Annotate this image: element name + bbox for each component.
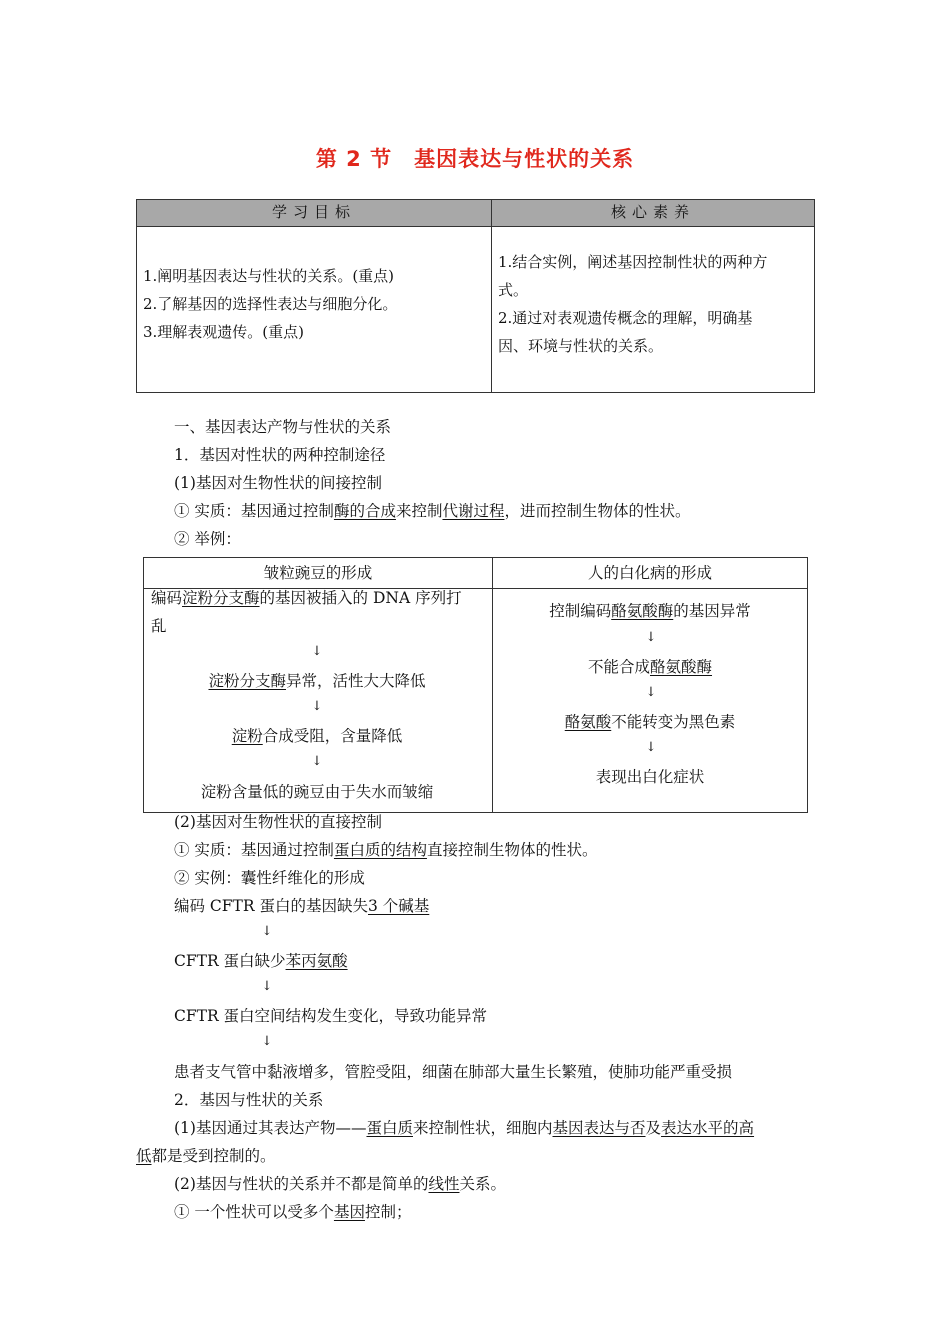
albinism-step-1: 控制编码酪氨酸酶的基因异常 bbox=[549, 602, 751, 620]
answer-blank: 酪氨酸 bbox=[564, 713, 612, 731]
learning-goal: 1.阐明基因表达与性状的关系。(重点) bbox=[143, 267, 395, 285]
answer-blank: 代谢过程 bbox=[442, 502, 505, 520]
answer-blank: 苯丙氨酸 bbox=[285, 952, 348, 970]
down-arrow-icon: ↓ bbox=[645, 685, 657, 700]
answer-blank: 低 bbox=[136, 1147, 152, 1165]
answer-blank: 蛋白质 bbox=[366, 1119, 413, 1137]
answer-blank: 基因 bbox=[333, 1203, 365, 1221]
essence-indirect: ① 实质：基因通过控制酶的合成来控制代谢过程，进而控制生物体的性状。 bbox=[174, 502, 691, 520]
subsection-heading: (1)基因对生物性状的间接控制 bbox=[174, 474, 382, 492]
literacy-line: 因、环境与性状的关系。 bbox=[498, 337, 664, 355]
core-literacy-list bbox=[498, 248, 808, 360]
answer-blank: 淀粉分支酶 bbox=[208, 672, 286, 690]
literacy-line: 1.结合实例，阐述基因控制性状的两种方 bbox=[498, 253, 768, 271]
wrinkled-pea-header: 皱粒豌豆的形成 bbox=[263, 564, 373, 582]
subsection-heading: 2．基因与性状的关系 bbox=[174, 1091, 324, 1109]
down-arrow-icon: ↓ bbox=[261, 979, 273, 994]
learning-goals-list bbox=[143, 262, 397, 346]
cf-step-4: 患者支气管中黏液增多，管腔受阻，细菌在肺部大量生长繁殖，使肺功能严重受损 bbox=[174, 1063, 733, 1081]
cf-step-1: 编码 CFTR 蛋白的基因缺失3 个碱基 bbox=[174, 897, 430, 915]
paragraph-2: (2)基因与性状的关系并不都是简单的线性关系。 bbox=[174, 1175, 506, 1193]
down-arrow-icon: ↓ bbox=[311, 754, 323, 769]
answer-blank: 酪氨酸酶 bbox=[611, 602, 674, 620]
answer-blank: 酶的合成 bbox=[333, 502, 396, 520]
down-arrow-icon: ↓ bbox=[645, 630, 657, 645]
answer-blank: 线性 bbox=[428, 1175, 460, 1193]
section-heading: 一、基因表达产物与性状的关系 bbox=[174, 418, 392, 436]
paragraph-3: ① 一个性状可以受多个基因控制； bbox=[174, 1203, 412, 1221]
answer-blank: 蛋白质的结构 bbox=[333, 841, 427, 859]
albinism-step-4: 表现出白化症状 bbox=[595, 768, 705, 786]
learning-goals-header: 学习目标 bbox=[137, 200, 492, 227]
down-arrow-icon: ↓ bbox=[645, 740, 657, 755]
paragraph-1: (1)基因通过其表达产物——蛋白质来控制性状，细胞内基因表达与否及表达水平的高 bbox=[174, 1119, 755, 1137]
literacy-line: 式。 bbox=[498, 281, 529, 299]
subsection-heading: 1．基因对性状的两种控制途径 bbox=[174, 446, 386, 464]
section-title: 基因表达与性状的关系 bbox=[414, 147, 635, 171]
down-arrow-icon: ↓ bbox=[311, 644, 323, 659]
down-arrow-icon: ↓ bbox=[261, 924, 273, 939]
section-number: 第 2 节 bbox=[315, 147, 393, 171]
pea-step-2: 淀粉分支酶异常，活性大大降低 bbox=[208, 672, 426, 690]
essence-direct: ① 实质：基因通过控制蛋白质的结构直接控制生物体的性状。 bbox=[174, 841, 598, 859]
example-label: ② 举例： bbox=[174, 530, 241, 548]
down-arrow-icon: ↓ bbox=[261, 1034, 273, 1049]
pea-step-4: 淀粉含量低的豌豆由于失水而皱缩 bbox=[200, 783, 434, 801]
learning-goal: 3.理解表观遗传。(重点) bbox=[143, 323, 305, 341]
paragraph-1-cont: 低都是受到控制的。 bbox=[136, 1147, 276, 1165]
answer-blank: 淀粉分支酶 bbox=[182, 589, 260, 607]
answer-blank: 表达水平的高 bbox=[661, 1119, 755, 1137]
albinism-step-3: 酪氨酸不能转变为黑色素 bbox=[564, 713, 736, 731]
learning-goal: 2.了解基因的选择性表达与细胞分化。 bbox=[143, 295, 398, 313]
cf-step-3: CFTR 蛋白空间结构发生变化，导致功能异常 bbox=[174, 1007, 488, 1025]
subsection-heading: (2)基因对生物性状的直接控制 bbox=[174, 813, 382, 831]
core-literacy-header: 核心素养 bbox=[492, 200, 814, 227]
pea-step-3: 淀粉合成受阻，含量降低 bbox=[231, 727, 403, 745]
example-label: ② 实例：囊性纤维化的形成 bbox=[174, 869, 365, 887]
answer-blank: 3 个碱基 bbox=[367, 897, 430, 915]
cf-step-2: CFTR 蛋白缺少苯丙氨酸 bbox=[174, 952, 348, 970]
page-title bbox=[0, 143, 950, 173]
albinism-step-2: 不能合成酪氨酸酶 bbox=[587, 658, 713, 676]
answer-blank: 淀粉 bbox=[231, 727, 263, 745]
answer-blank: 酪氨酸酶 bbox=[650, 658, 713, 676]
pea-step-1: 编码淀粉分支酶的基因被插入的 DNA 序列打 bbox=[151, 589, 462, 607]
table-divider bbox=[491, 227, 492, 392]
literacy-line: 2.通过对表观遗传概念的理解，明确基 bbox=[498, 309, 753, 327]
albinism-header: 人的白化病的形成 bbox=[587, 564, 712, 582]
answer-blank: 基因表达与否 bbox=[552, 1119, 646, 1137]
pea-step-1-cont: 乱 bbox=[151, 617, 167, 635]
down-arrow-icon: ↓ bbox=[311, 699, 323, 714]
